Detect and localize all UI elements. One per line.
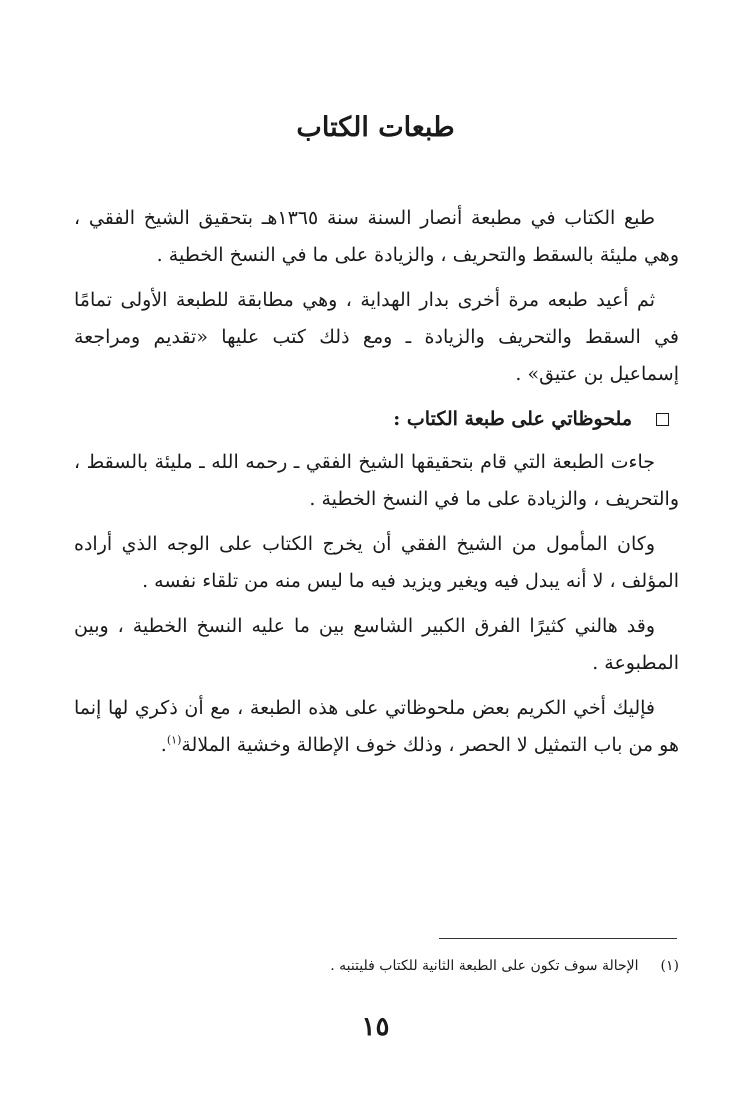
square-bullet-icon: [656, 413, 669, 426]
section-heading: [74, 401, 679, 438]
paragraph-observation-4: [74, 690, 679, 764]
paragraph-observation-2: وكان المأمول من الشيخ الفقي أن يخرج الكتاب على الوجه الذي أراده المؤلف ، لا أنه يبدل فيه ويغير ويزيد فيه ما ليس منه من تلقاء نفسه .: [74, 533, 679, 592]
paragraph-observation-1: جاءت الطبعة التي قام بتحقيقها الشيخ الفقي ـ رحمه الله ـ مليئة بالسقط ، والتحريف ، والزيادة على ما في النسخ الخطية .: [74, 451, 679, 510]
page-number: ١٥: [361, 1012, 390, 1042]
main-text: [74, 200, 679, 772]
footnote-divider: [439, 938, 677, 939]
footnote-reference[interactable]: (١): [166, 733, 182, 747]
paragraph-second-edition: ثم أعيد طبعه مرة أخرى بدار الهداية ، وهي مطابقة للطبعة الأولى تمامًا في السقط والتحريف والزيادة ـ ومع ذلك كتب عليها «تقديم ومراجعة إسماعيل بن عتيق» .: [74, 289, 679, 385]
footnote: [74, 958, 679, 974]
paragraph-observation-3: وقد هالني كثيرًا الفرق الكبير الشاسع بين ما عليه النسخ الخطية ، وبين المطبوعة .: [74, 615, 679, 674]
paragraph-observation-4-text: فإليك أخي الكريم بعض ملحوظاتي على هذه الطبعة ، مع أن ذكري لها إنما هو من باب التمثيل لا الحصر ، وذلك خوف الإطالة وخشية الملالة: [74, 697, 679, 756]
page-title: طبعات الكتاب: [296, 112, 455, 143]
footnote-text: الإحالة سوف تكون على الطبعة الثانية للكتاب فليتنبه .: [330, 958, 639, 974]
paragraph-observation-4-end: .: [160, 734, 167, 756]
footnote-number: (١): [660, 958, 679, 974]
section-heading-label: ملحوظاتي على طبعة الكتاب :: [393, 408, 632, 430]
paragraph-first-edition: طبع الكتاب في مطبعة أنصار السنة سنة ١٣٦٥هـ بتحقيق الشيخ الفقي ، وهي مليئة بالسقط والتحريف ، والزيادة على ما في النسخ الخطية .: [74, 207, 679, 266]
